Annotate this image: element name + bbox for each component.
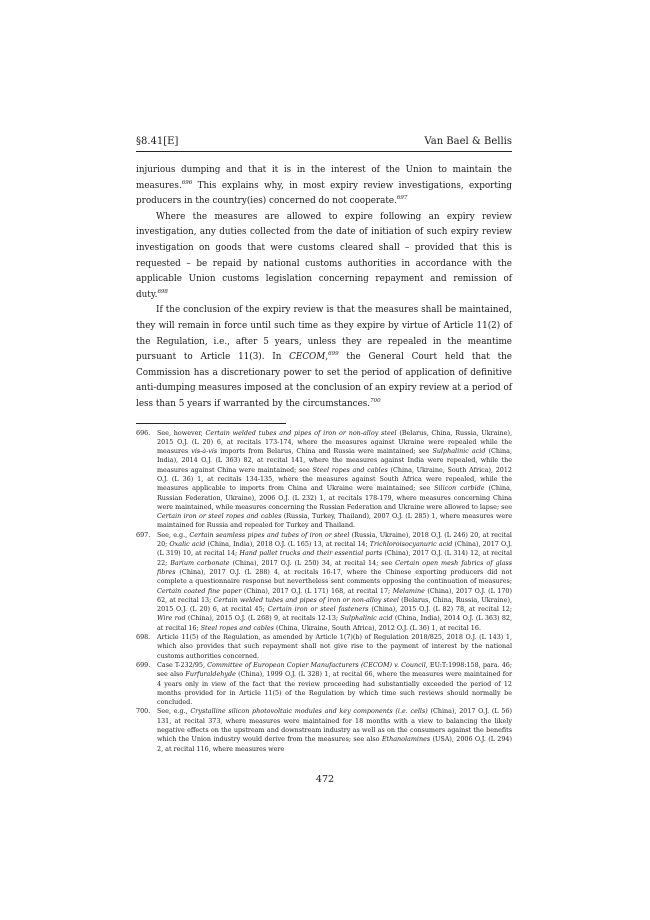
footnote-number: 697. — [136, 530, 151, 539]
paragraph: injurious dumping and that it is in the interest of the Union to maintain the measures.$^{696}$ This explains why, in most expiry review investigations, exporting producers in the country(ies) concerned do not cooperate.$^{697}$ — [136, 165, 512, 207]
footnote-text: Case T-232/95, Committee of European Copier Manufacturers (CECOM) v. Council, EU:T:1998:158, para. 46; see also Furfuraldehyde (China), 1999 O.J. (L 328) 1, at recital 66, where the measures were maintained for 4 years only in view of the fact that the review proceeding had substantially exceeded the period of 12 months provided for in Article 11(5) of the Regulation by which time such reviews should normally be concluded. — [157, 660, 513, 707]
running-head-authors: Van Bael & Bellis — [424, 136, 512, 147]
footnote — [136, 661, 512, 707]
book-page — [136, 136, 512, 754]
footnote-ref[interactable]: 700 — [370, 397, 381, 404]
footnote-text: Article 11(5) of the Regulation, as amended by Article 1(7)(b) of Regulation 2018/825, 2018 O.J. (L 143) 1, which also provides that such repayment shall not give rise to the payment of interest by the national customs authorities concerned. — [157, 633, 512, 660]
footnote — [136, 707, 512, 753]
footnotes — [136, 429, 512, 754]
paragraph: If the conclusion of the expiry review is that the measures shall be maintained, they will remain in force until such time as they expire by virtue of Article 11(2) of the Regulation, i.e., after 5 years, unless they are repealed in the meantime pursuant to Article 11(3). In CECOM,$^{699}$ the General Court held that the Commission has a discretionary power to set the period of application of definitive anti-dumping measures imposed at the conclusion of an expiry review at a period of less than 5 years if warranted by the circumstances.$^{700}$ — [136, 305, 512, 409]
footnote-number: 700. — [136, 707, 151, 716]
footnote-text: See, e.g., Certain seamless pipes and tubes of iron or steel (Russia, Ukraine), 2018 O.J. (L 246) 20, at recital 20; Oxalic acid (China, India), 2018 O.J. (L 165) 13, at recital 14; Trichloroisocyanuric acid (China), 2017 O.J. (L 319) 10, at recital 14; Hand pallet trucks and their essential parts (China), 2017 O.J. (L 314) 12, at recital 22; Barium carbonate (China), 2017 O.J. (L 250) 34, at recital 14; see Certain open mesh fabrics of glass fibres (China), 2017 O.J. (L 288) 4, at recitals 16-17, where the Chinese exporting producers did not complete a questionnaire response but nevertheless sent comments opposing the continuation of measures; Certain coated fine paper (China), 2017 O.J. (L 171) 168, at recital 17; Melamine (China), 2017 O.J. (L 170) 62, at recital 13; Certain welded tubes and pipes of iron or non-alloy steel (Belarus, China, Russia, Ukraine), 2015 O.J. (L 20) 6, at recital 45; Certain iron or steel fasteners (China), 2015 O.J. (L 82) 78, at recital 12; Wire rod (China), 2015 O.J. (L 268) 9, at recitals 12-13; Sulphalinic acid (China, India), 2014 O.J. (L 363) 82, at recital 16; Steel ropes and cables (China, Ukraine, South Africa), 2012 O.J. (L 36) 1, at recital 16. — [157, 530, 513, 632]
body-text — [136, 163, 512, 413]
footnote — [136, 633, 512, 661]
footnote-ref[interactable]: 696 — [181, 179, 193, 186]
page-number: 472 — [315, 774, 335, 785]
running-head — [136, 136, 512, 152]
footnote-number: 698. — [136, 633, 151, 642]
footnote-text: See, however, Certain welded tubes and pipes of iron or non-alloy steel (Belarus, China, Russia, Ukraine), 2015 O.J. (L 20) 6, at recitals 173-174, where the measures against Ukraine were repealed while the measures vis-à-vis imports from Belarus, China and Russia were maintained; see Sulphalinic acid (China, India), 2014 O.J. (L 363) 82, at recital 141, where the measures against India were repealed, while the measures against China were maintained; see Steel ropes and cables (China, Ukraine, South Africa), 2012 O.J. (L 36) 1, at recitals 134-135, where the measures against South Africa were repealed, while the measures applicable to imports from China and Ukraine were maintained; see Silicon carbide (China, Russian Federation, Ukraine), 2006 O.J. (L 232) 1, at recitals 178-179, where measures concerning China were maintained, while measures concerning the Russian Federation and Ukraine were allowed to lapse; see Certain iron or steel ropes and cables (Russia, Turkey, Thailand), 2007 O.J. (L 285) 1, where measures were maintained for Russia and repealed for Turkey and Thailand. — [157, 428, 512, 530]
footnote-number: 696. — [136, 428, 151, 437]
footnote-ref[interactable]: 697 — [396, 195, 408, 202]
footnote-rule — [136, 423, 286, 424]
case-name: CECOM, — [289, 352, 329, 363]
footnote — [136, 531, 512, 633]
paragraph: Where the measures are allowed to expire following an expiry review investigation, any duties collected from the date of initiation of such expiry review investigation on goods that were customs cleared shall – provided that this is requested – be repaid by national customs authorities in accordance with the applicable Union customs legislation concerning repayment and remission of duty.$^{698}$ — [136, 211, 512, 300]
footnote-text: See, e.g., Crystalline silicon photovoltaic modules and key components (i.e. cells) (China), 2017 O.J. (L 56) 131, at recital 373, where measures were maintained for 18 months with a view to balancing the likely negative effects on the upstream and downstream industry as well as on the consumers against the benefits which the Union industry would derive from the measures; see also Ethanolamines (USA), 2006 O.J. (L 294) 2, at recital 116, where measures were — [157, 707, 512, 753]
footnote-ref[interactable]: 699 — [328, 351, 339, 358]
footnote-ref[interactable]: 698 — [157, 288, 168, 295]
footnote-number: 699. — [136, 660, 151, 669]
section-reference: §8.41[E] — [136, 136, 179, 147]
footnote — [136, 429, 512, 531]
